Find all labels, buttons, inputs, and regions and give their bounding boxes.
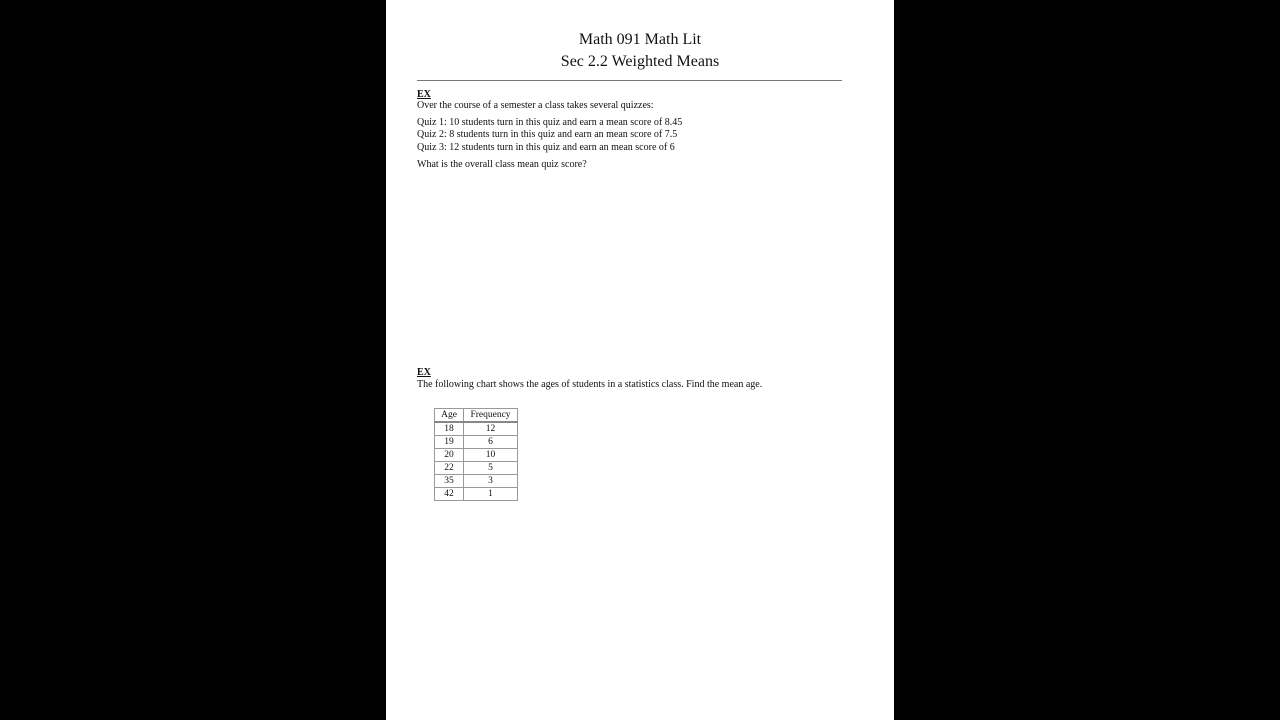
example2-intro: The following chart shows the ages of students in a statistics class. Find the mean age. [417, 379, 763, 390]
age-cell: 35 [435, 475, 464, 488]
page-title: Math 091 Math Lit [578, 31, 702, 48]
age-frequency-table [434, 408, 518, 501]
example1-question: What is the overall class mean quiz score? [417, 159, 587, 170]
table-header-row [435, 409, 518, 423]
table-row [435, 488, 518, 501]
column-header-age: Age [435, 409, 464, 423]
age-cell: 19 [435, 436, 464, 449]
document-page [386, 0, 894, 720]
frequency-cell: 6 [464, 436, 518, 449]
table-row [435, 475, 518, 488]
quiz-line-3: Quiz 3: 12 students turn in this quiz and earn an mean score of 6 [417, 142, 675, 153]
frequency-cell: 12 [464, 422, 518, 436]
frequency-cell: 10 [464, 449, 518, 462]
table-row [435, 462, 518, 475]
page-subtitle: Sec 2.2 Weighted Means [560, 53, 720, 70]
example1-label: EX [417, 89, 431, 100]
age-cell: 42 [435, 488, 464, 501]
quiz-line-2: Quiz 2: 8 students turn in this quiz and earn an mean score of 7.5 [417, 129, 678, 140]
age-cell: 20 [435, 449, 464, 462]
example1-intro: Over the course of a semester a class takes several quizzes: [417, 100, 654, 111]
age-cell: 18 [435, 422, 464, 436]
column-header-frequency: Frequency [464, 409, 518, 423]
age-cell: 22 [435, 462, 464, 475]
table-row [435, 449, 518, 462]
frequency-cell: 5 [464, 462, 518, 475]
quiz-line-1: Quiz 1: 10 students turn in this quiz and earn a mean score of 8.45 [417, 117, 683, 128]
frequency-cell: 3 [464, 475, 518, 488]
example2-label: EX [417, 367, 431, 378]
table-row [435, 422, 518, 436]
frequency-cell: 1 [464, 488, 518, 501]
header-divider [417, 80, 842, 81]
table-row [435, 436, 518, 449]
